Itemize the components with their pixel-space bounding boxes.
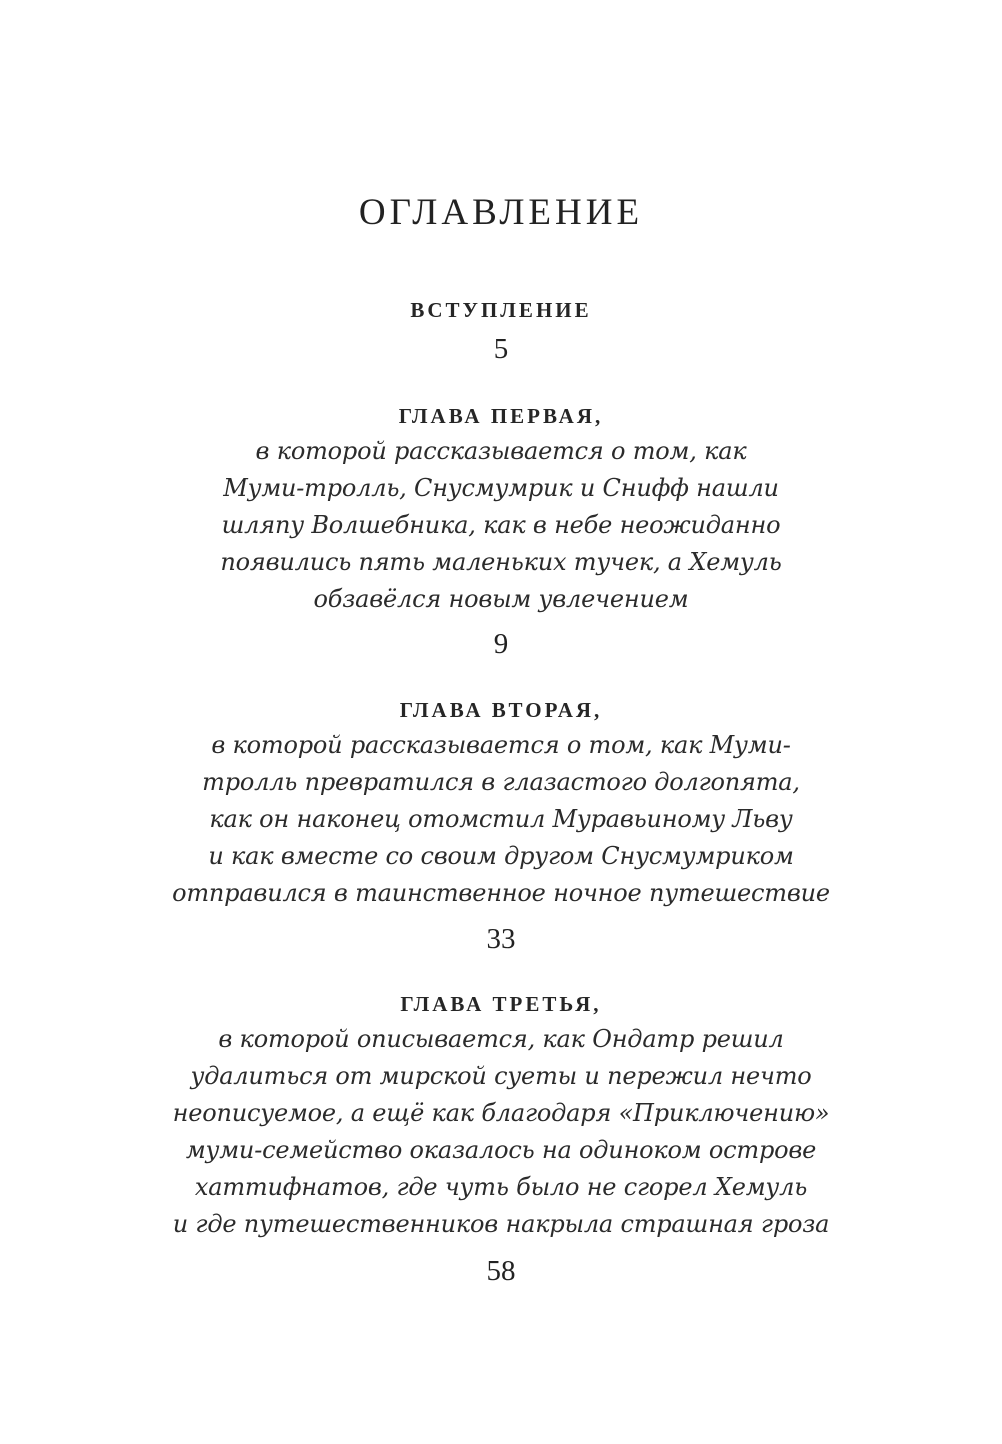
description-line: шляпу Волшебника, как в небе неожиданно [221,511,781,539]
entry-heading: ГЛАВА ВТОРАЯ, [399,698,603,722]
description-line: появились пять маленьких тучек, а Хемуль [220,548,782,576]
description-line: в которой описывается, как Ондатр решил [218,1025,784,1053]
description-line: обзавёлся новым увлечением [313,585,689,613]
entry-page-number: 58 [486,1255,516,1287]
toc-entry-introduction [0,293,1002,369]
description-line: неописуемое, а ещё как благодаря «Приключению» [172,1099,830,1127]
description-line: как он наконец отомстил Муравьиному Льву [209,805,793,833]
page-title: ОГЛАВЛЕНИЕ [358,192,644,233]
toc-entry-chapter-1 [0,399,1002,664]
description-line: в которой рассказывается о том, как [255,437,747,465]
description-line: Муми-тролль, Снусмумрик и Снифф нашли [223,474,779,502]
toc-entry-chapter-2 [0,693,1002,959]
entry-heading: ГЛАВА ТРЕТЬЯ, [400,992,602,1016]
entry-page-number: 9 [493,628,509,660]
entry-heading: ГЛАВА ПЕРВАЯ, [398,404,604,428]
toc-entry-chapter-3 [0,987,1002,1291]
entry-description [0,727,1002,912]
entry-description [0,1021,1002,1243]
description-line: и где путешественников накрыла страшная гроза [172,1210,830,1238]
description-line: в которой рассказывается о том, как Муми- [211,731,791,759]
entry-page-number: 5 [493,333,509,365]
description-line: и как вместе со своим другом Снусмумриком [208,842,794,870]
description-line: муми-семейство оказалось на одиноком острове [185,1136,817,1164]
description-line: тролль превратился в глазастого долгопята, [202,768,800,796]
description-line: отправился в таинственное ночное путешествие [172,879,830,907]
entry-description [0,433,1002,618]
description-line: хаттифнатов, где чуть было не сгорел Хемуль [194,1173,808,1201]
entry-page-number: 33 [486,923,516,955]
description-line: удалиться от мирской суеты и пережил нечто [190,1062,812,1090]
entry-heading: ВСТУПЛЕНИЕ [410,298,592,322]
